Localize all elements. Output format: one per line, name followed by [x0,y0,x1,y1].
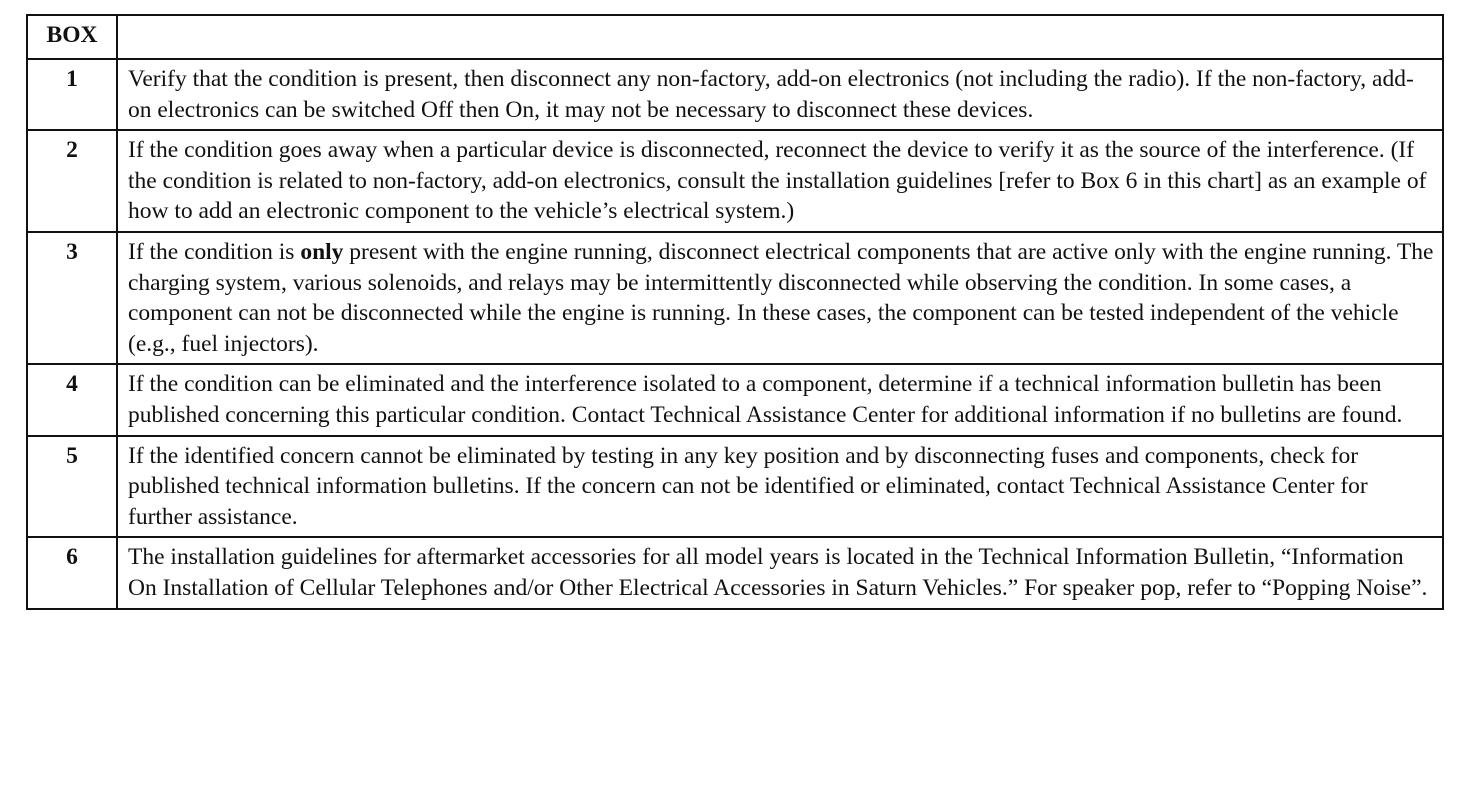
box-number: 3 [27,232,117,364]
box-number: 1 [27,59,117,130]
table-header-row [27,15,1443,59]
box-number: 5 [27,436,117,538]
box-description: The installation guidelines for aftermarket accessories for all model years is located in the Technical Information Bulletin, “Information On Installation of Cellular Telephones and/or Other Electrical Accessories in Saturn Vehicles.” For speaker pop, refer to “Popping Noise”. [117,537,1443,608]
table-row [27,436,1443,538]
description-text-after: present with the engine running, disconnect electrical components that are active only with the engine running. The charging system, various solenoids, and relays may be intermittently disconnected while observing the condition. In some cases, a component can not be disconnected while the engine is running. In these cases, the component can be tested independent of the vehicle (e.g., fuel injectors). [128,238,1434,357]
box-column-header: BOX [27,15,117,59]
description-emphasis: only [300,238,344,265]
table-row [27,364,1443,435]
table-row [27,59,1443,130]
table-row [27,537,1443,608]
box-description [117,232,1443,364]
box-description: If the condition goes away when a particular device is disconnected, reconnect the device to verify it as the source of the interference. (If the condition is related to non-factory, add-on electronics, consult the installation guidelines [refer to Box 6 in this chart] as an example of how to add an electronic component to the vehicle’s electrical system.) [117,130,1443,232]
box-number: 2 [27,130,117,232]
description-text-before: If the condition is [128,238,301,265]
table-row [27,130,1443,232]
diagnostic-box-table [26,14,1444,610]
box-number: 6 [27,537,117,608]
box-description: If the identified concern cannot be eliminated by testing in any key position and by disconnecting fuses and components, check for published technical information bulletins. If the concern can not be identified or eliminated, contact Technical Assistance Center for further assistance. [117,436,1443,538]
description-column-header [117,15,1443,59]
box-description: If the condition can be eliminated and the interference isolated to a component, determine if a technical information bulletin has been published concerning this particular condition. Contact Technical Assistance Center for additional information if no bulletins are found. [117,364,1443,435]
table-row [27,232,1443,364]
box-description: Verify that the condition is present, then disconnect any non-factory, add-on electronics (not including the radio). If the non-factory, add-on electronics can be switched Off then On, it may not be necessary to disconnect these devices. [117,59,1443,130]
box-number: 4 [27,364,117,435]
